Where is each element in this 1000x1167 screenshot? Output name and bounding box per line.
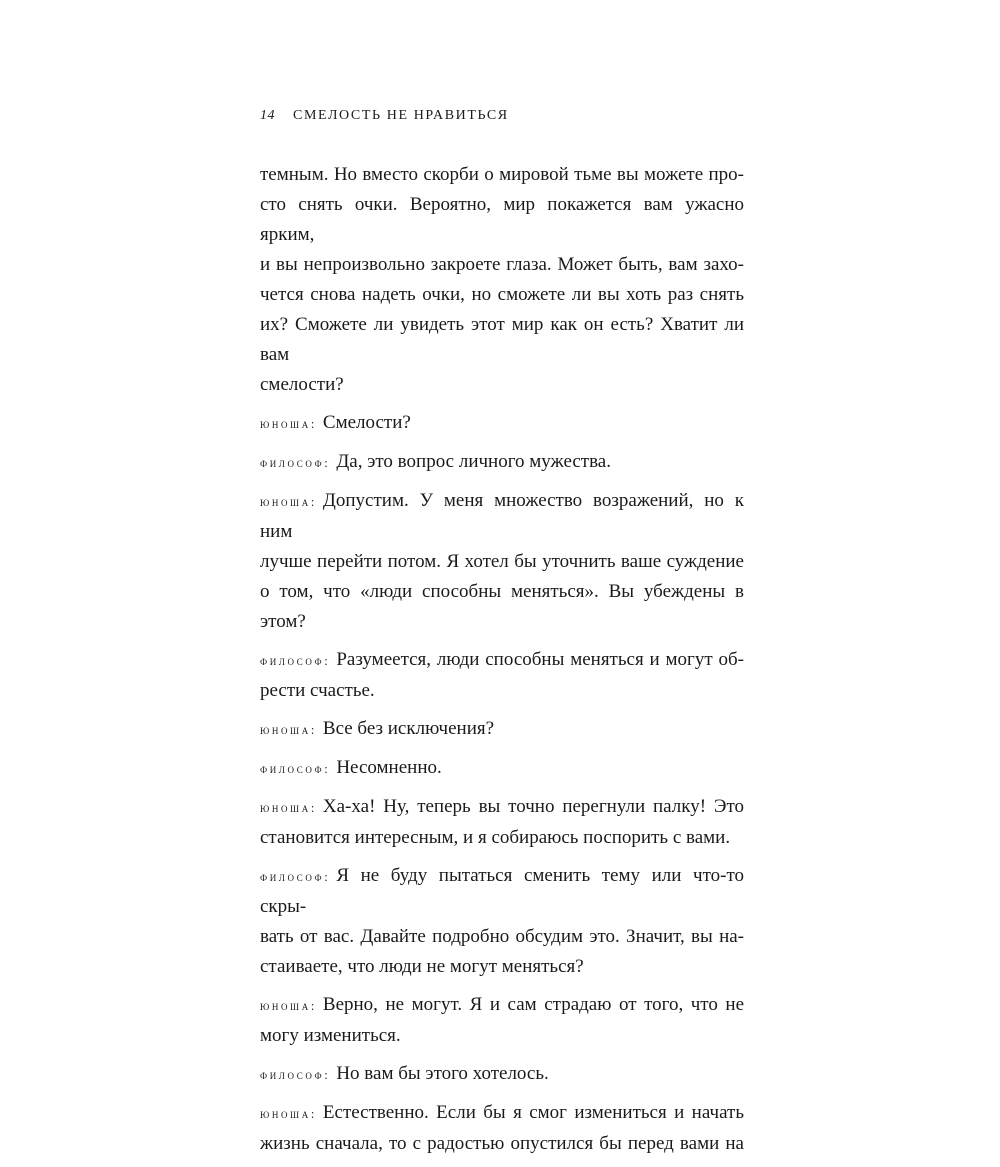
dialogue-line	[260, 1059, 744, 1090]
dialogue-text: Верно, не могут. Я и сам страдаю от того, что не	[322, 994, 744, 1015]
text-line: их? Сможете ли увидеть этот мир как он есть? Хватит ли вам	[260, 314, 744, 365]
text-line: чется снова надеть очки, но сможете ли вы хоть раз снять	[260, 284, 744, 305]
dialogue-text: Несомненно.	[336, 757, 442, 778]
speaker-label: юноша:	[260, 495, 317, 509]
text-line: сто снять очки. Вероятно, мир покажется вам ужасно ярким,	[260, 194, 744, 245]
dialogue-line	[260, 714, 744, 745]
dialogue-line	[260, 753, 744, 784]
speaker-label: юноша:	[260, 999, 317, 1013]
dialogue-text: рести счастье.	[260, 680, 375, 701]
dialogue-text: могу измениться.	[260, 1025, 401, 1046]
dialogue-text: Смелости?	[322, 412, 411, 433]
dialogue-text: становится интересным, и я собираюсь поспорить с вами.	[260, 827, 731, 848]
speaker-label: философ:	[260, 762, 331, 776]
speaker-label: юноша:	[260, 723, 317, 737]
speaker-label: юноша:	[260, 801, 317, 815]
dialogue-text: Разумеется, люди способны меняться и могут об-	[336, 649, 744, 670]
narration-paragraph	[260, 160, 744, 400]
dialogue-text: Я не буду пытаться сменить тему или что-то скры-	[260, 865, 744, 917]
speaker-label: юноша:	[260, 1107, 317, 1121]
speaker-label: философ:	[260, 654, 331, 668]
speaker-label: философ:	[260, 456, 331, 470]
dialogue-text: о том, что «люди способны меняться». Вы убеждены в этом?	[260, 581, 744, 632]
speaker-label: юноша:	[260, 417, 317, 431]
dialogue-text: Но вам бы этого хотелось.	[336, 1063, 549, 1084]
dialogue-text: стаиваете, что люди не могут меняться?	[260, 956, 584, 977]
dialogue-line	[260, 1098, 744, 1159]
dialogue-text: Допустим. У меня множество возражений, но к ним	[260, 490, 744, 542]
book-title: СМЕЛОСТЬ НЕ НРАВИТЬСЯ	[293, 108, 509, 123]
dialogue-line	[260, 408, 744, 439]
dialogue-text: вать от вас. Давайте подробно обсудим это. Значит, вы на-	[260, 926, 744, 947]
dialogue-line	[260, 486, 744, 637]
dialogue-text: Ха-ха! Ну, теперь вы точно перегнули палку! Это	[322, 796, 744, 817]
book-page	[260, 108, 744, 1167]
dialogue-line	[260, 645, 744, 706]
dialogue-line	[260, 990, 744, 1051]
running-head	[260, 108, 744, 130]
text-line: и вы непроизвольно закроете глаза. Может быть, вам захо-	[260, 254, 744, 275]
text-line: смелости?	[260, 374, 344, 395]
speaker-label: философ:	[260, 870, 331, 884]
dialogue-text: Да, это вопрос личного мужества.	[336, 451, 611, 472]
page-number: 14	[260, 108, 275, 123]
dialogue-line	[260, 792, 744, 853]
dialogue-line	[260, 447, 744, 478]
dialogue-text: жизнь сначала, то с радостью опустился бы перед вами на	[260, 1133, 744, 1154]
dialogue-text: Все без исключения?	[322, 718, 495, 739]
dialogue-line	[260, 861, 744, 982]
body-text	[260, 160, 744, 1159]
dialogue-text: лучше перейти потом. Я хотел бы уточнить ваше суждение	[260, 551, 744, 572]
speaker-label: философ:	[260, 1068, 331, 1082]
dialogue-text: Естественно. Если бы я смог измениться и начать	[322, 1102, 744, 1123]
text-line: темным. Но вместо скорби о мировой тьме вы можете про-	[260, 164, 744, 185]
